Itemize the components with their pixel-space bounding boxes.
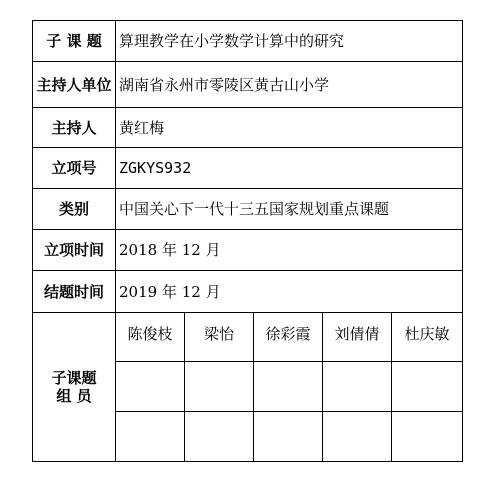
completion-time-label: 结题时间 [33, 271, 116, 313]
members-names-row [33, 313, 463, 362]
approval-time-value: 2018 年 12 月 [116, 230, 463, 271]
approval-time-label: 立项时间 [33, 230, 116, 271]
empty-cell [254, 362, 323, 412]
category-value: 中国关心下一代十三五国家规划重点课题 [116, 189, 463, 230]
host-unit-label: 主持人单位 [33, 62, 116, 108]
completion-time-value: 2019 年 12 月 [116, 271, 463, 313]
subject-value: 算理教学在小学数学计算中的研究 [116, 21, 463, 62]
empty-cell [116, 362, 185, 412]
members-label [33, 313, 116, 462]
members-label-line2: 组 员 [56, 387, 92, 405]
project-number-value: ZGKYS932 [116, 148, 463, 189]
empty-cell [185, 412, 254, 462]
member-name: 陈俊枝 [116, 313, 185, 362]
members-label-line1: 子课题 [51, 369, 97, 387]
host-unit-row [33, 62, 463, 108]
project-number-row [33, 148, 463, 189]
member-name: 梁怡 [185, 313, 254, 362]
host-label: 主持人 [33, 108, 116, 148]
empty-cell [185, 362, 254, 412]
member-name: 杜庆敏 [392, 313, 463, 362]
host-unit-value: 湖南省永州市零陵区黄古山小学 [116, 62, 463, 108]
host-value: 黄红梅 [116, 108, 463, 148]
project-info-table [32, 20, 463, 462]
subject-row [33, 21, 463, 62]
empty-cell [392, 362, 463, 412]
empty-cell [323, 362, 392, 412]
completion-time-row [33, 271, 463, 313]
empty-cell [323, 412, 392, 462]
category-row [33, 189, 463, 230]
subject-label: 子 课 题 [33, 21, 116, 62]
empty-cell [392, 412, 463, 462]
project-number-label: 立项号 [33, 148, 116, 189]
category-label: 类别 [33, 189, 116, 230]
empty-cell [116, 412, 185, 462]
approval-time-row [33, 230, 463, 271]
empty-cell [254, 412, 323, 462]
member-name: 刘倩倩 [323, 313, 392, 362]
member-name: 徐彩霞 [254, 313, 323, 362]
host-row [33, 108, 463, 148]
